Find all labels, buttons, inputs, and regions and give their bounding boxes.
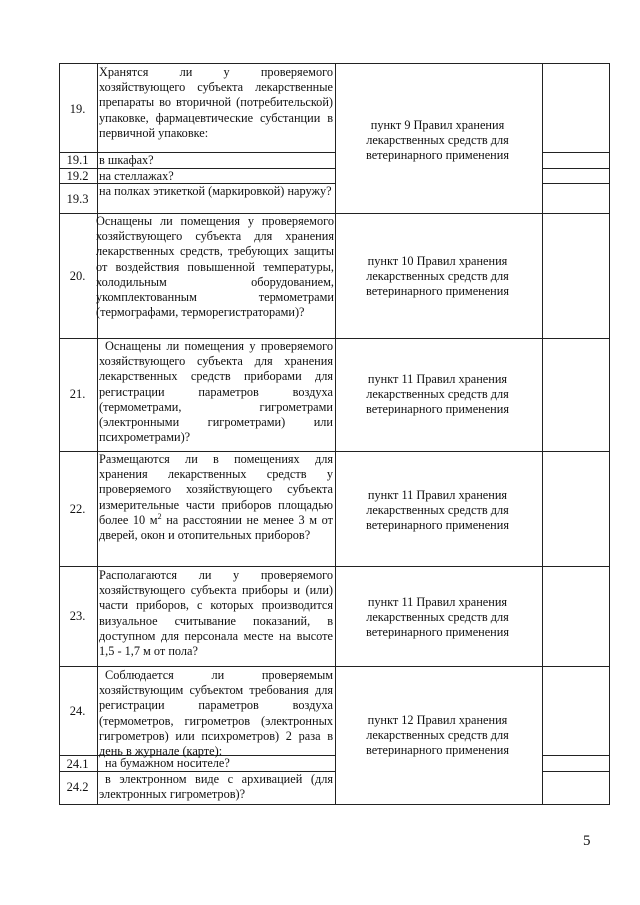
row-number: 24.2 bbox=[66, 780, 89, 794]
page-number: 5 bbox=[583, 833, 591, 849]
legal-reference: пункт 10 Правил хранения лекарственных средств для ветеринарного применения bbox=[365, 254, 510, 299]
question-text: в шкафах? bbox=[99, 153, 154, 167]
legal-reference: пункт 12 Правил хранения лекарственных средств для ветеринарного применения bbox=[365, 713, 510, 758]
row-number: 19.3 bbox=[66, 192, 89, 206]
legal-reference: пункт 9 Правил хранения лекарственных средств для ветеринарного применения bbox=[365, 118, 510, 163]
question-text: Оснащены ли помещения у проверяемого хозяйствующего субъекта для хранения лекарственных средств, требующих защиты от воздействия повышенной температуры, холодильным оборудованием, укомплектованным термометрами (термографами, терморегистраторами)? bbox=[96, 214, 334, 320]
legal-reference: пункт 11 Правил хранения лекарственных средств для ветеринарного применения bbox=[365, 372, 510, 417]
row-number: 24. bbox=[69, 704, 86, 718]
row-number: 24.1 bbox=[66, 757, 89, 771]
question-text: на полках этикеткой (маркировкой) наружу? bbox=[99, 184, 332, 198]
row-number: 19. bbox=[69, 102, 86, 116]
question-text: на стеллажах? bbox=[99, 169, 174, 183]
legal-reference: пункт 11 Правил хранения лекарственных средств для ветеринарного применения bbox=[365, 488, 510, 533]
row-number: 20. bbox=[69, 269, 86, 283]
question-text: Соблюдается ли проверяемым хозяйствующим субъектом требования для регистрации параметров воздуха (термометров, гигрометров (электронных гигрометров) или психрометров) 2 раза в день в журнале (карте): bbox=[99, 668, 333, 759]
row-number: 23. bbox=[69, 609, 86, 623]
question-text bbox=[99, 452, 333, 543]
row-number: 22. bbox=[69, 502, 86, 516]
question-text: в электронном виде с архивацией (для электронных гигрометров)? bbox=[99, 772, 333, 802]
superscript: 2 bbox=[157, 511, 162, 521]
question-text: Хранятся ли у проверяемого хозяйствующего субъекта лекарственные препараты во вторичной (потребительской) упаковке, фармацевтические субстанции в первичной упаковке: bbox=[99, 65, 333, 140]
question-text: Располагаются ли у проверяемого хозяйствующего субъекта приборы и (или) части приборов, с которых производится визуальное считывание показаний, в доступном для персонала месте на высоте 1,5 - 1,7 м от пола? bbox=[99, 568, 333, 659]
row-number: 21. bbox=[69, 387, 86, 401]
question-text-part: на расстоянии не менее 3 м от дверей, окон и отопительных приборов? bbox=[99, 512, 333, 543]
row-number: 19.1 bbox=[66, 153, 89, 167]
question-text-part: Размещаются ли в помещениях для хранения лекарственных средств у проверяемого хозяйствующего субъекта измерительные части приборов площадью более 10 м bbox=[99, 452, 333, 527]
question-text: на бумажном носителе? bbox=[105, 756, 230, 770]
question-text: Оснащены ли помещения у проверяемого хозяйствующего субъекта для хранения лекарственных средств приборами для регистрации параметров воздуха (термометрами, гигрометрами (электронными гигрометрами) или психрометрами)? bbox=[99, 339, 333, 445]
checklist-table bbox=[59, 63, 610, 805]
legal-reference: пункт 11 Правил хранения лекарственных средств для ветеринарного применения bbox=[365, 595, 510, 640]
row-number: 19.2 bbox=[66, 169, 89, 183]
